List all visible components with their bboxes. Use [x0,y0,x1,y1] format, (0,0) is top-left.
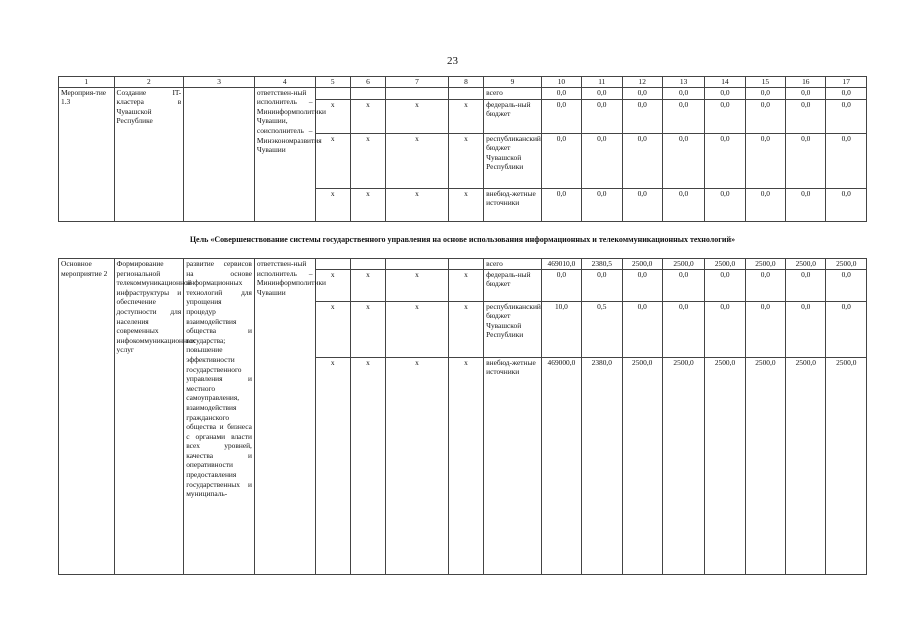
cell-mark [350,259,385,270]
cell-mark: x [448,99,483,133]
cell-value: 0,0 [826,99,867,133]
cell-value: 0,0 [786,133,826,188]
cell-value: 0,0 [745,87,785,99]
cell-value: 0,0 [622,99,662,133]
cell-value: 2500,0 [745,357,785,574]
cell-value: 2500,0 [662,259,704,270]
cell-value: 0,0 [662,133,704,188]
cell-value: 0,0 [541,188,581,221]
funding-source: республиканский бюджет Чувашской Республики [484,301,542,357]
cell-value: 0,0 [745,188,785,221]
cell-value: 0,0 [705,133,745,188]
cell-mark: x [386,188,449,221]
cell-mark [315,87,350,99]
cell-value: 0,0 [786,99,826,133]
cell-value: 2500,0 [786,259,826,270]
cell-mark [448,259,483,270]
cell-mark: x [315,301,350,357]
cell-value: 0,0 [705,188,745,221]
col-number: 7 [386,77,449,88]
cell-mark: x [386,133,449,188]
cell-value: 0,0 [582,87,622,99]
cell-mark: x [350,133,385,188]
cell-mark: x [350,188,385,221]
cell-value: 0,0 [826,188,867,221]
cell-value: 0,0 [582,133,622,188]
cell-value: 0,0 [622,133,662,188]
cell-value: 2500,0 [826,357,867,574]
cell-mark: x [448,301,483,357]
cell-value: 0,0 [582,99,622,133]
responsible-executor: ответствен-ный исполнитель – Мининформполитики Чувашии [254,259,315,575]
col-number: 16 [786,77,826,88]
cell-mark: x [386,301,449,357]
cell-mark: x [448,133,483,188]
cell-mark [448,87,483,99]
funding-source: федераль-ный бюджет [484,269,542,301]
cell-value: 2500,0 [662,357,704,574]
activity-title: Формирование региональной телекоммуникационной инфраструктуры и обеспечение доступности для населения современных инфокоммуникационных услуг [114,259,184,575]
cell-value: 2500,0 [622,259,662,270]
col-number: 14 [705,77,745,88]
cell-mark: x [448,188,483,221]
cell-value: 0,0 [662,87,704,99]
col-number: 12 [622,77,662,88]
cell-value: 0,0 [622,269,662,301]
col-number: 3 [184,77,255,88]
col-number: 15 [745,77,785,88]
cell-value: 2500,0 [622,357,662,574]
responsible-executor: ответствен-ный исполнитель – Мининформполитики Чувашии, соисполнитель – Минэкономразвития Чувашии [254,87,315,221]
cell-value: 0,0 [826,269,867,301]
col-number: 4 [254,77,315,88]
cell-value: 0,0 [745,301,785,357]
activity-goal: развитие сервисов на основе информационных технологий для упрощения процедур взаимодействия общества и государства; повышение эффективности государственного управления и местного самоуправления, взаимодействия гражданского общества и бизнеса с органами власти всех уровней, качества и оперативности предоставления государственных и муниципаль- [184,259,255,575]
activity-goal [184,87,255,221]
funding-source: внебюд-жетные источники [484,188,542,221]
cell-value: 0,0 [541,269,581,301]
column-number-row [59,77,867,88]
funding-source: всего [484,87,542,99]
cell-value: 2500,0 [826,259,867,270]
cell-value: 2500,0 [745,259,785,270]
cell-mark: x [350,269,385,301]
cell-mark: x [315,188,350,221]
cell-value: 2380,0 [582,357,622,574]
cell-value: 0,0 [705,269,745,301]
cell-value: 0,0 [622,301,662,357]
activity-name: Мероприя-тие 1.3 [59,87,115,221]
cell-mark [350,87,385,99]
cell-mark: x [315,269,350,301]
funding-source: федераль-ный бюджет [484,99,542,133]
cell-value: 2500,0 [705,259,745,270]
col-number: 1 [59,77,115,88]
cell-value: 0,0 [745,269,785,301]
cell-mark: x [315,133,350,188]
cell-mark [386,87,449,99]
cell-value: 0,0 [745,133,785,188]
col-number: 10 [541,77,581,88]
cell-mark: x [386,99,449,133]
cell-value: 0,0 [786,87,826,99]
cell-mark: x [448,357,483,574]
cell-mark: x [350,301,385,357]
cell-value: 0,0 [662,301,704,357]
cell-value: 2380,5 [582,259,622,270]
cell-value: 0,0 [826,133,867,188]
cell-value: 2500,0 [705,357,745,574]
cell-value: 2500,0 [786,357,826,574]
cell-value: 0,0 [622,87,662,99]
funding-source: внебюд-жетные источники [484,357,542,574]
cell-mark: x [315,357,350,574]
program-table-part-1 [58,76,867,222]
cell-value: 0,0 [662,99,704,133]
cell-value: 0,0 [541,87,581,99]
funding-source: республиканский бюджет Чувашской Республики [484,133,542,188]
cell-value: 10,0 [541,301,581,357]
cell-value: 0,0 [705,301,745,357]
cell-value: 469000,0 [541,357,581,574]
col-number: 6 [350,77,385,88]
cell-value: 0,0 [662,188,704,221]
goal-heading: Цель «Совершенствование системы государственного управления на основе использования информационных и телекоммуникационных технологий» [189,235,736,244]
cell-mark: x [386,357,449,574]
cell-mark: x [386,269,449,301]
activity-title: Создание IT-кластера в Чувашской Республике [114,87,184,221]
col-number: 9 [484,77,542,88]
cell-value: 0,0 [541,99,581,133]
cell-value: 0,0 [662,269,704,301]
cell-value: 0,0 [745,99,785,133]
cell-value: 0,0 [826,87,867,99]
cell-value: 0,0 [582,269,622,301]
col-number: 5 [315,77,350,88]
cell-value: 0,5 [582,301,622,357]
cell-mark [315,259,350,270]
col-number: 2 [114,77,184,88]
cell-value: 0,0 [786,301,826,357]
program-table-part-2 [58,258,867,575]
cell-value: 0,0 [541,133,581,188]
cell-mark: x [350,357,385,574]
table-row [59,87,867,99]
cell-mark: x [315,99,350,133]
funding-source: всего [484,259,542,270]
cell-value: 0,0 [705,87,745,99]
cell-value: 0,0 [622,188,662,221]
cell-value: 0,0 [826,301,867,357]
cell-value: 0,0 [786,188,826,221]
activity-name: Основное мероприятие 2 [59,259,115,575]
col-number: 17 [826,77,867,88]
cell-mark: x [448,269,483,301]
col-number: 13 [662,77,704,88]
cell-value: 0,0 [582,188,622,221]
cell-value: 469010,0 [541,259,581,270]
col-number: 8 [448,77,483,88]
table-row [59,259,867,270]
cell-value: 0,0 [705,99,745,133]
cell-mark: x [350,99,385,133]
col-number: 11 [582,77,622,88]
cell-value: 0,0 [786,269,826,301]
cell-mark [386,259,449,270]
page-number: 23 [447,55,458,67]
